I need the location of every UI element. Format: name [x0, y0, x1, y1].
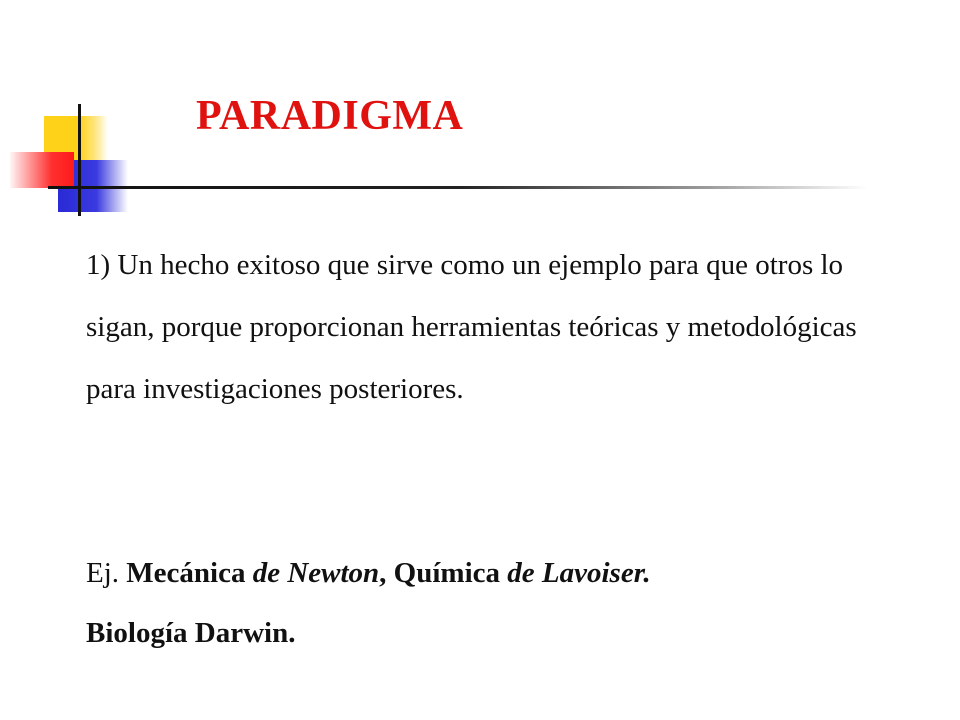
- example-prefix: Ej.: [86, 557, 127, 589]
- title-underline: [48, 186, 868, 189]
- example-mecanica: Mecánica: [126, 557, 246, 589]
- slide-title: PARADIGMA: [196, 93, 464, 139]
- example-biologia: Biología: [86, 617, 188, 649]
- example-text: [86, 543, 886, 663]
- red-square: [10, 152, 74, 188]
- example-comma: ,: [379, 557, 394, 589]
- definition-text: 1) Un hecho exitoso que sirve como un ejemplo para que otros lo sigan, porque proporcionan herramientas teóricas y metodológicas para investigaciones posteriores.: [86, 249, 857, 405]
- example-de-newton: de Newton: [245, 557, 380, 589]
- vertical-rule: [78, 104, 81, 216]
- example-darwin: Darwin.: [194, 617, 296, 649]
- decorative-squares: [0, 0, 160, 230]
- example-quimica: Química: [393, 557, 501, 589]
- example-de-lavoiser: de Lavoiser.: [500, 557, 651, 589]
